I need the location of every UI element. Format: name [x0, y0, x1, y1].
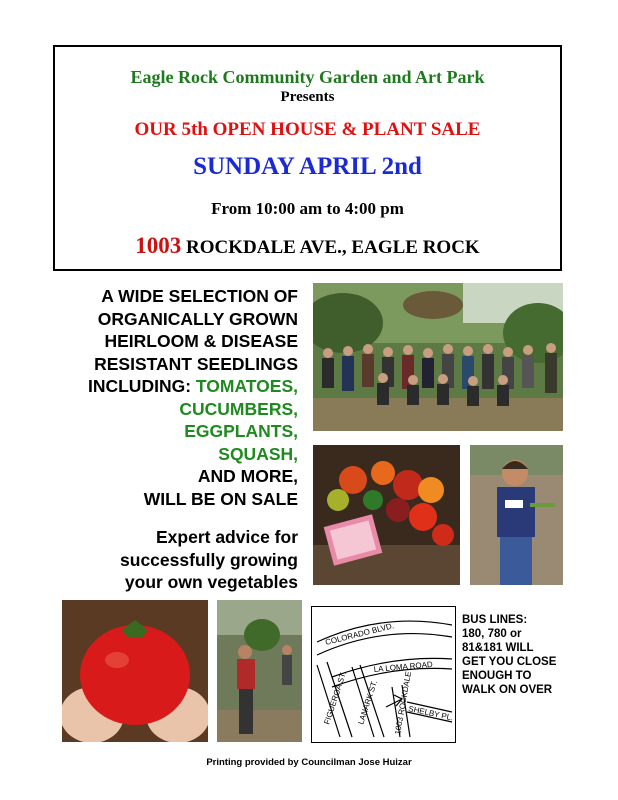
group-photo — [313, 283, 563, 431]
event-header-box — [53, 45, 562, 271]
veg-cucumbers: CUCUMBERS, — [179, 398, 298, 419]
bus-line-text: ENOUGH TO — [462, 670, 532, 682]
map-label-shelby: SHELBY PL. — [407, 704, 455, 723]
address-street: ROCKDALE AVE., EAGLE ROCK — [181, 237, 480, 258]
organization-name: Eagle Rock Community Garden and Art Park — [130, 67, 485, 87]
map-label-lanark: LANARK ST. — [356, 679, 380, 726]
vegetables-photo — [313, 445, 460, 585]
heirloom-tomato-photo — [62, 600, 208, 742]
including-label: INCLUDING: — [87, 376, 196, 396]
seedlings-description — [40, 285, 298, 510]
veg-eggplants: EGGPLANTS, — [184, 421, 298, 441]
event-address — [55, 233, 560, 259]
seedlings-line: RESISTANT SEEDLINGS — [94, 353, 298, 374]
printing-credit: Printing provided by Councilman Jose Huizar — [206, 757, 412, 768]
seedlings-line: HEIRLOOM & DISEASE — [104, 331, 298, 351]
seedlings-including-line — [40, 375, 298, 398]
plant-seller-photo — [217, 600, 302, 742]
bus-line-text: WALK ON OVER — [462, 684, 553, 696]
bus-line-text: 81&181 WILL — [462, 642, 534, 654]
map-label-colorado: COLORADO BLVD. — [324, 621, 395, 647]
advice-line: your own vegetables — [124, 572, 298, 592]
presents-label: Presents — [280, 89, 335, 105]
child-photo — [470, 445, 563, 585]
address-number: 1003 — [135, 233, 182, 258]
bus-line-text: BUS LINES: — [462, 614, 528, 626]
event-title: OUR 5th OPEN HOUSE & PLANT SALE — [134, 119, 481, 140]
seedlings-line: ORGANICALLY GROWN — [97, 308, 298, 329]
event-time: From 10:00 am to 4:00 pm — [211, 199, 404, 218]
veg-squash: SQUASH, — [218, 443, 298, 464]
bus-line-text: 180, 780 or — [462, 628, 522, 640]
seedlings-tail-line: AND MORE, — [197, 466, 298, 486]
seedlings-line: A WIDE SELECTION OF — [101, 286, 298, 306]
map-label-figueroa: FIGUEROA ST. — [322, 670, 348, 726]
bus-lines-info — [462, 613, 592, 697]
map-label-la-loma: LA LOMA ROAD — [373, 659, 434, 674]
advice-line: successfully growing — [120, 549, 298, 570]
seedlings-tail-line: WILL BE ON SALE — [143, 488, 298, 509]
veg-tomatoes: TOMATOES, — [195, 376, 298, 396]
event-date: SUNDAY APRIL 2nd — [193, 153, 422, 180]
expert-advice-text — [60, 526, 298, 594]
street-map — [311, 606, 456, 743]
advice-line: Expert advice for — [156, 527, 298, 547]
bus-line-text: GET YOU CLOSE — [462, 656, 557, 668]
map-label-rockdale: 1003 ROCKDALE — [393, 670, 414, 736]
